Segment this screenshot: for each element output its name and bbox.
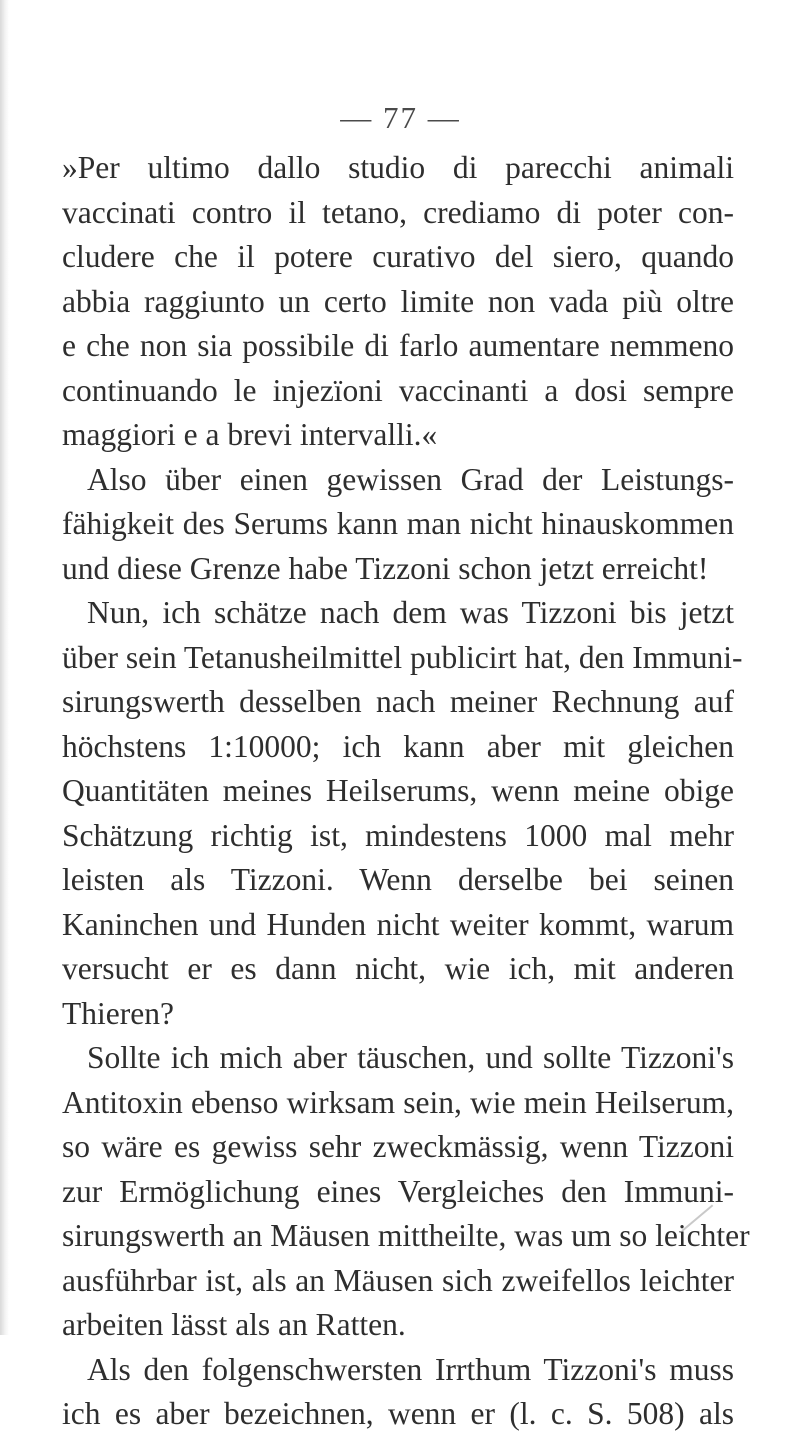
text-line: arbeiten lässt als an Ratten.	[62, 1307, 406, 1342]
text-line: e che non sia possibile di farlo aumentare nemmeno	[62, 328, 734, 363]
page-number: — 77 —	[340, 100, 461, 135]
text-line: ausführbar ist, als an Mäusen sich zweifellos leichter	[62, 1262, 734, 1298]
text-line: so wäre es gewiss sehr zweckmässig, wenn Tizzoni	[62, 1129, 734, 1164]
text-line: sirungswerth desselben nach meiner Rechnung auf	[62, 684, 734, 719]
paragraph-sollte	[62, 1036, 750, 1348]
text-line: Kaninchen und Hunden nicht weiter kommt, warum	[62, 906, 734, 942]
paragraph-italian-quote	[62, 146, 734, 458]
text-line: Also über einen gewissen Grad der Leistungs-	[87, 461, 734, 497]
text-line: maggiori e a brevi intervalli.«	[62, 417, 438, 452]
text-line: abbia raggiunto un certo limite non vada più oltre	[62, 283, 734, 319]
text-line: Antitoxin ebenso wirksam sein, wie mein Heilserum,	[62, 1084, 734, 1120]
text-line: Sollte ich mich aber täuschen, und sollte Tizzoni's	[87, 1040, 734, 1075]
text-line: ich es aber bezeichnen, wenn er (l. c. S. 508) als	[62, 1396, 734, 1431]
text-line: vaccinati contro il tetano, crediamo di poter con-	[62, 194, 734, 230]
text-line: cludere che il potere curativo del siero, quando	[62, 239, 734, 274]
text-line: Schätzung richtig ist, mindestens 1000 mal mehr	[62, 817, 734, 853]
text-line: leisten als Tizzoni. Wenn derselbe bei seinen	[62, 862, 734, 897]
text-line: und diese Grenze habe Tizzoni schon jetzt erreicht!	[62, 550, 709, 586]
text-line: zur Ermöglichung eines Vergleiches den Immuni-	[62, 1173, 734, 1209]
text-line: sirungswerth an Mäusen mittheilte, was um so leichter	[62, 1218, 750, 1253]
text-line: Nun, ich schätze nach dem was Tizzoni bis jetzt	[87, 595, 734, 630]
text-line: höchstens 1:10000; ich kann aber mit gleichen	[62, 728, 734, 764]
page-edge-shadow	[0, 0, 9, 1335]
text-line: Thieren?	[62, 995, 174, 1031]
text-line: Quantitäten meines Heilserums, wenn meine obige	[62, 773, 734, 808]
paragraph-also	[62, 458, 734, 592]
text-line: continuando le injezïoni vaccinanti a dosi sempre	[62, 372, 734, 408]
text-line: Als den folgenschwersten Irrthum Tizzoni's muss	[87, 1351, 734, 1387]
paragraph-als	[62, 1348, 734, 1437]
paragraph-nun	[62, 591, 743, 1036]
text-line: fähigkeit des Serums kann man nicht hinauskommen	[62, 506, 734, 541]
text-line: versucht er es dann nicht, wie ich, mit anderen	[62, 951, 734, 986]
text-line: über sein Tetanusheilmittel publicirt hat, den Immuni-	[62, 639, 743, 675]
text-line: »Per ultimo dallo studio di parecchi animali	[62, 150, 734, 185]
body-text	[62, 146, 750, 1437]
